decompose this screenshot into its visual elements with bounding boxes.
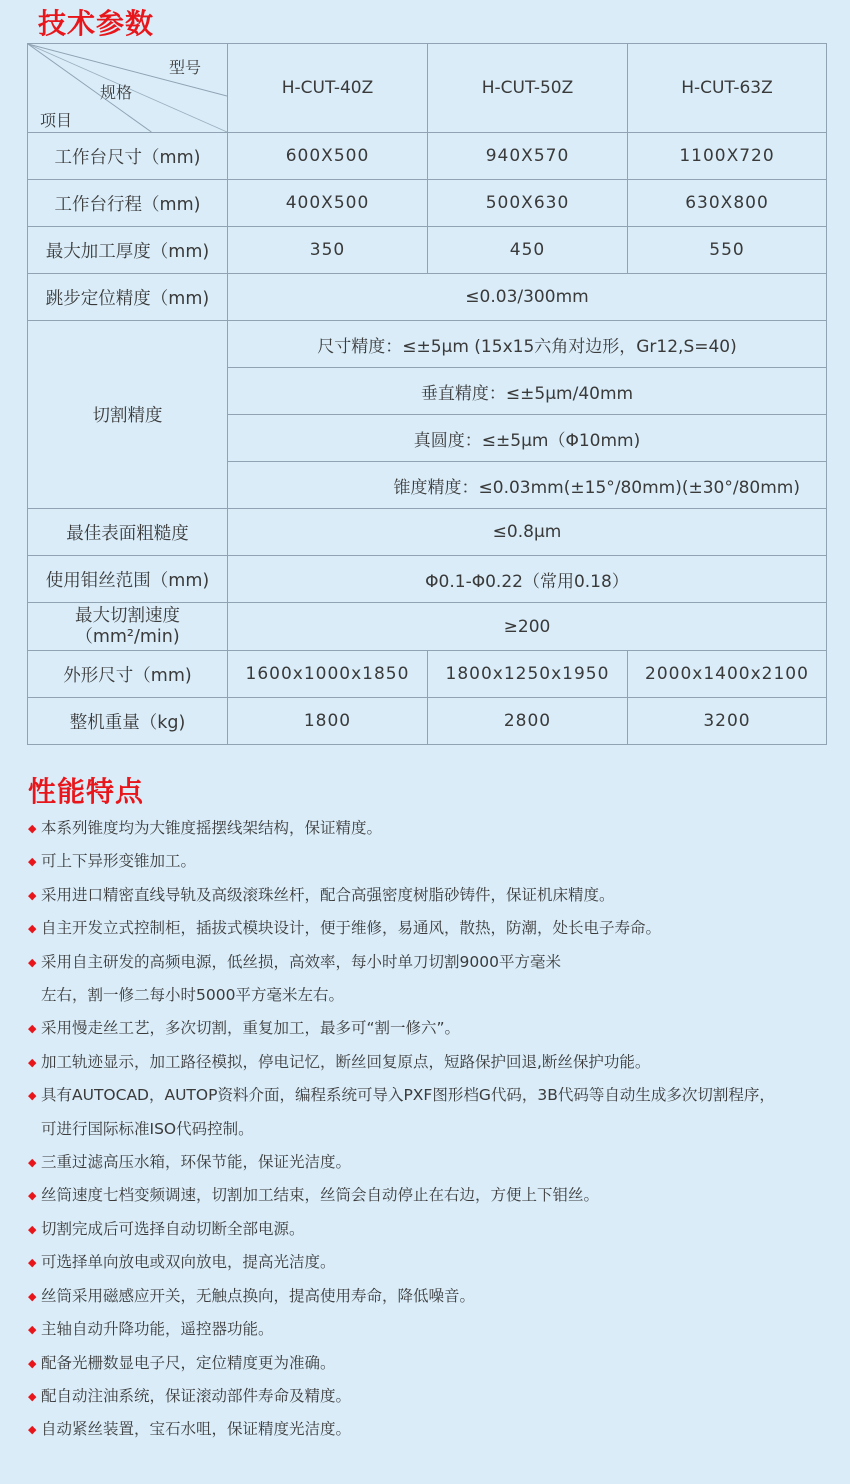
feature-text: 自主开发立式控制柜，插拔式模块设计，便于维修，易通风，散热，防潮，处长电子寿命。 — [41, 919, 662, 938]
feature-text: 本系列锥度均为大锥度摇摆线架结构，保证精度。 — [41, 819, 383, 837]
bullet-diamond-icon: ◆ — [28, 1389, 37, 1403]
spec-row-weight — [28, 698, 827, 745]
spec-row-max-speed — [28, 603, 827, 651]
cell-value: 550 — [628, 227, 827, 274]
feature-text: 丝筒速度七档变频调速，切割加工结束，丝筒会自动停止在右边，方便上下钼丝。 — [41, 1186, 600, 1205]
row-label: 工作台尺寸（mm) — [28, 133, 228, 180]
bullet-diamond-icon: ◆ — [28, 1156, 37, 1170]
bullet-diamond-icon: ◆ — [28, 955, 37, 969]
feature-item — [28, 1380, 828, 1413]
feature-item — [28, 1280, 828, 1313]
feature-text: 丝筒采用磁感应开关，无触点换向，提高使用寿命，降低噪音。 — [41, 1286, 476, 1305]
diagonal-header-cell — [28, 44, 228, 133]
cell-value: ≤0.03/300mm — [228, 274, 827, 321]
feature-item — [28, 1213, 828, 1246]
bullet-diamond-icon: ◆ — [28, 1189, 37, 1203]
cell-value: 2000x1400x2100 — [628, 651, 827, 698]
feature-item — [28, 845, 828, 878]
row-label — [28, 603, 228, 651]
feature-text: 切割完成后可选择自动切断全部电源。 — [41, 1219, 305, 1238]
spec-header-row — [28, 44, 827, 133]
bullet-diamond-icon: ◆ — [28, 1089, 37, 1103]
spec-header-label: 规格 — [100, 83, 133, 102]
cell-value: 600X500 — [228, 133, 428, 180]
row-label-line: 最大切割速度 — [75, 605, 180, 626]
bullet-diamond-icon: ◆ — [28, 855, 37, 869]
spec-row-roughness — [28, 509, 827, 556]
feature-item — [28, 912, 828, 945]
row-label: 跳步定位精度（mm) — [28, 274, 228, 321]
feature-item — [28, 812, 828, 845]
feature-text: 采用自主研发的高频电源，低丝损，高效率，每小时单刀切割9000平方毫米 — [41, 952, 561, 971]
cutting-accuracy-item: 垂直精度：≤±5μm/40mm — [228, 368, 827, 415]
feature-text-continued: 可进行国际标准ISO代码控制。 — [41, 1119, 254, 1138]
feature-text: 配自动注油系统，保证滚动部件寿命及精度。 — [41, 1386, 352, 1405]
cell-value: 1800x1250x1950 — [428, 651, 628, 698]
feature-item — [28, 1347, 828, 1380]
feature-text-continued: 左右，割一修二每小时5000平方毫米左右。 — [41, 986, 344, 1005]
bullet-diamond-icon: ◆ — [28, 888, 37, 902]
cell-value: 450 — [428, 227, 628, 274]
row-label: 整机重量（kg) — [28, 698, 228, 745]
feature-item — [28, 1046, 828, 1079]
spec-section-title: 技术参数 — [38, 7, 155, 40]
feature-text: 配备光栅数显电子尺，定位精度更为准确。 — [41, 1353, 336, 1372]
feature-item — [28, 1313, 828, 1346]
spec-row-step-accuracy — [28, 274, 827, 321]
cell-value: Φ0.1-Φ0.22（常用0.18） — [228, 556, 827, 603]
cell-value: 2800 — [428, 698, 628, 745]
item-header-label: 项目 — [40, 111, 73, 130]
cell-value: ≥200 — [228, 603, 827, 651]
spec-table — [27, 43, 827, 745]
feature-text: 采用进口精密直线导轨及高级滚珠丝杆，配合高强密度树脂砂铸件，保证机床精度。 — [41, 885, 615, 904]
feature-text: 具有AUTOCAD，AUTOP资料介面，编程系统可导入PXF图形档G代码，3B代码等自动生成多次切割程序， — [41, 1086, 775, 1105]
cell-value: ≤0.8μm — [228, 509, 827, 556]
features-section-title: 性能特点 — [28, 775, 145, 808]
feature-text: 主轴自动升降功能，遥控器功能。 — [41, 1320, 274, 1339]
model-name: H-CUT-50Z — [428, 44, 628, 133]
cell-value: 630X800 — [628, 180, 827, 227]
bullet-diamond-icon: ◆ — [28, 1022, 37, 1036]
bullet-diamond-icon: ◆ — [28, 1356, 37, 1370]
spec-row-wire-range — [28, 556, 827, 603]
feature-item — [28, 1179, 828, 1212]
cutting-accuracy-item: 锥度精度：≤0.03mm(±15°/80mm)(±30°/80mm) — [228, 462, 827, 509]
bullet-diamond-icon: ◆ — [28, 1323, 37, 1337]
feature-item — [28, 1079, 828, 1146]
row-label-line: （mm²/min) — [75, 626, 180, 647]
features-list — [28, 812, 828, 1447]
spec-row-dimensions — [28, 651, 827, 698]
feature-text: 三重过滤高压水箱，环保节能，保证光洁度。 — [41, 1153, 352, 1172]
cell-value: 1600x1000x1850 — [228, 651, 428, 698]
row-label: 外形尺寸（mm) — [28, 651, 228, 698]
feature-item — [28, 1012, 828, 1045]
cell-value: 940X570 — [428, 133, 628, 180]
model-name: H-CUT-40Z — [228, 44, 428, 133]
feature-text: 采用慢走丝工艺，多次切割，重复加工，最多可“割一修六”。 — [41, 1019, 461, 1038]
spec-row-cutting-accuracy — [28, 321, 827, 368]
cell-value: 400X500 — [228, 180, 428, 227]
spec-row-table-size — [28, 133, 827, 180]
cutting-accuracy-item: 尺寸精度：≤±5μm (15x15六角对边形，Gr12,S=40) — [228, 321, 827, 368]
cell-value: 3200 — [628, 698, 827, 745]
spec-row-max-thickness — [28, 227, 827, 274]
bullet-diamond-icon: ◆ — [28, 922, 37, 936]
feature-text: 自动紧丝装置，宝石水咀，保证精度光洁度。 — [41, 1420, 352, 1439]
model-header-label: 型号 — [168, 58, 201, 77]
bullet-diamond-icon: ◆ — [28, 1256, 37, 1270]
row-label: 工作台行程（mm) — [28, 180, 228, 227]
bullet-diamond-icon: ◆ — [28, 1222, 37, 1236]
bullet-diamond-icon: ◆ — [28, 1055, 37, 1069]
cell-value: 1100X720 — [628, 133, 827, 180]
spec-row-table-travel — [28, 180, 827, 227]
feature-item — [28, 879, 828, 912]
feature-item — [28, 1146, 828, 1179]
feature-item — [28, 1413, 828, 1446]
row-label: 最佳表面粗糙度 — [28, 509, 228, 556]
feature-text: 加工轨迹显示，加工路径模拟，停电记忆，断丝回复原点，短路保护回退,断丝保护功能。 — [41, 1052, 651, 1071]
row-label: 最大加工厚度（mm) — [28, 227, 228, 274]
feature-item — [28, 1246, 828, 1279]
row-label: 切割精度 — [28, 321, 228, 509]
cell-value: 500X630 — [428, 180, 628, 227]
feature-text: 可选择单向放电或双向放电，提高光洁度。 — [41, 1253, 336, 1272]
feature-item — [28, 946, 828, 1013]
bullet-diamond-icon: ◆ — [28, 822, 37, 835]
cell-value: 350 — [228, 227, 428, 274]
bullet-diamond-icon: ◆ — [28, 1289, 37, 1303]
cutting-accuracy-item: 真圆度：≤±5μm（Φ10mm) — [228, 415, 827, 462]
feature-text: 可上下异形变锥加工。 — [41, 852, 197, 871]
cell-value: 1800 — [228, 698, 428, 745]
row-label: 使用钼丝范围（mm) — [28, 556, 228, 603]
model-name: H-CUT-63Z — [628, 44, 827, 133]
bullet-diamond-icon: ◆ — [28, 1423, 37, 1437]
